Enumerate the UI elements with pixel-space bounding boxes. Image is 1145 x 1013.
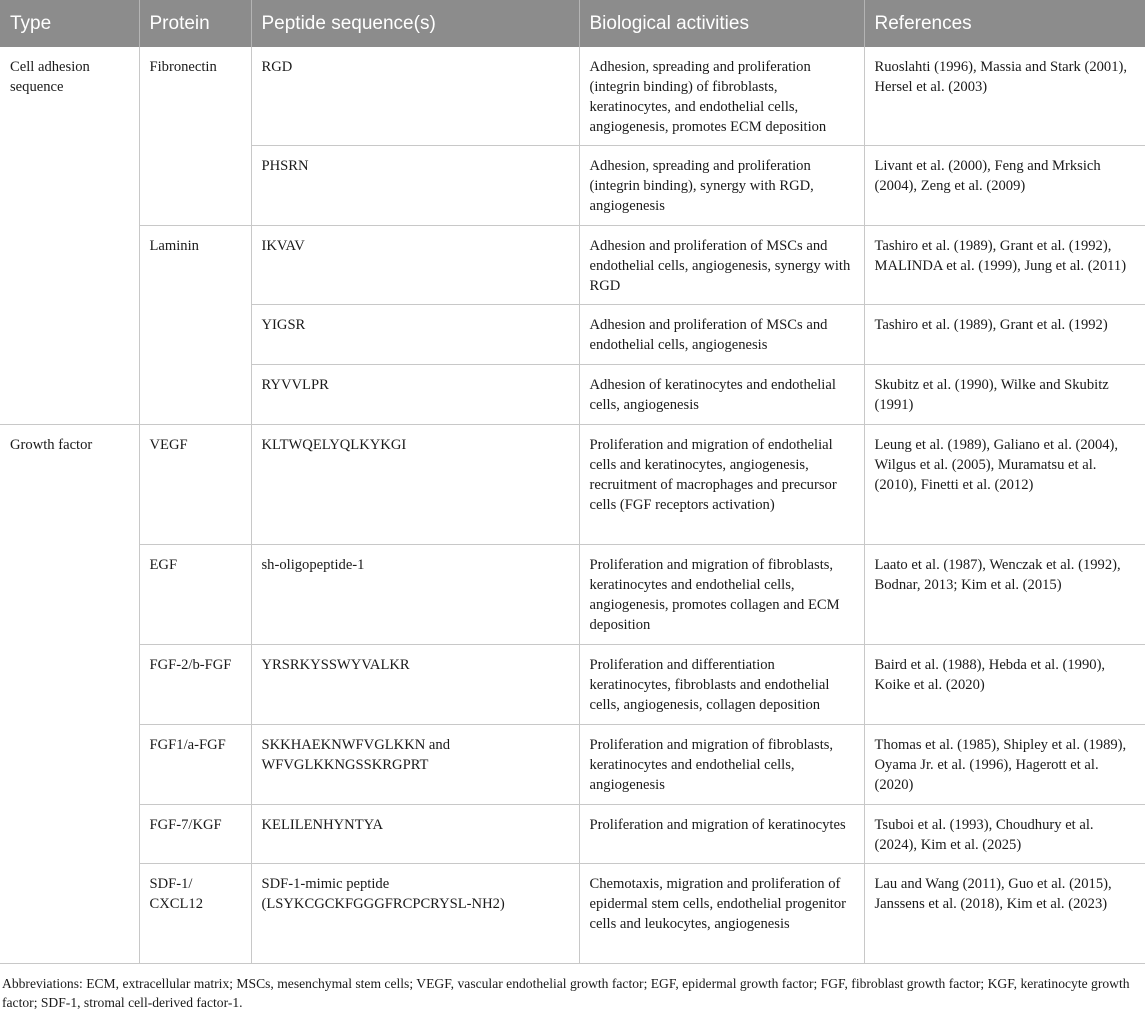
- protein-cell: Laminin: [139, 226, 251, 425]
- table-row: [0, 805, 1145, 864]
- references-cell: Thomas et al. (1985), Shipley et al. (1989), Oyama Jr. et al. (1996), Hagerott et al. (2020): [864, 725, 1145, 805]
- table-row: [0, 864, 1145, 964]
- references-cell: Livant et al. (2000), Feng and Mrksich (2004), Zeng et al. (2009): [864, 146, 1145, 226]
- peptide-cell: sh-oligopeptide-1: [251, 545, 579, 645]
- references-cell: Tsuboi et al. (1993), Choudhury et al. (2024), Kim et al. (2025): [864, 805, 1145, 864]
- header-type: Type: [0, 0, 139, 47]
- references-cell: Skubitz et al. (1990), Wilke and Skubitz (1991): [864, 365, 1145, 425]
- references-cell: Baird et al. (1988), Hebda et al. (1990), Koike et al. (2020): [864, 645, 1145, 725]
- header-peptide: Peptide sequence(s): [251, 0, 579, 47]
- protein-cell: SDF-1/ CXCL12: [139, 864, 251, 964]
- activities-cell: Proliferation and migration of keratinocytes: [579, 805, 864, 864]
- peptide-cell: PHSRN: [251, 146, 579, 226]
- protein-cell: FGF-7/KGF: [139, 805, 251, 864]
- table-row: [0, 645, 1145, 725]
- protein-cell: FGF-2/b-FGF: [139, 645, 251, 725]
- header-protein: Protein: [139, 0, 251, 47]
- peptide-cell: YRSRKYSSWYVALKR: [251, 645, 579, 725]
- header-row: [0, 0, 1145, 47]
- abbreviations-footnote: Abbreviations: ECM, extracellular matrix; MSCs, mesenchymal stem cells; VEGF, vascular endothelial growth factor; EGF, epidermal growth factor; FGF, fibroblast growth factor; KGF, keratinocyte growth factor; SDF-1, stromal cell-derived factor-1.: [2, 976, 1130, 1010]
- references-cell: Laato et al. (1987), Wenczak et al. (1992), Bodnar, 2013; Kim et al. (2015): [864, 545, 1145, 645]
- peptide-cell: KLTWQELYQLKYKGI: [251, 425, 579, 545]
- table-row: [0, 425, 1145, 545]
- table-row: [0, 725, 1145, 805]
- activities-cell: Adhesion of keratinocytes and endothelial cells, angiogenesis: [579, 365, 864, 425]
- references-cell: Tashiro et al. (1989), Grant et al. (1992): [864, 305, 1145, 365]
- peptide-cell: KELILENHYNTYA: [251, 805, 579, 864]
- references-cell: Tashiro et al. (1989), Grant et al. (1992), MALINDA et al. (1999), Jung et al. (2011): [864, 226, 1145, 305]
- references-cell: Lau and Wang (2011), Guo et al. (2015), Janssens et al. (2018), Kim et al. (2023): [864, 864, 1145, 964]
- protein-cell: Fibronectin: [139, 47, 251, 226]
- activities-cell: Adhesion and proliferation of MSCs and endothelial cells, angiogenesis: [579, 305, 864, 365]
- table-row: [0, 545, 1145, 645]
- type-cell: Growth factor: [0, 425, 139, 964]
- activities-cell: Adhesion and proliferation of MSCs and endothelial cells, angiogenesis, synergy with RGD: [579, 226, 864, 305]
- activities-cell: Chemotaxis, migration and proliferation of epidermal stem cells, endothelial progenitor cells and leukocytes, angiogenesis: [579, 864, 864, 964]
- peptide-cell: YIGSR: [251, 305, 579, 365]
- references-cell: Leung et al. (1989), Galiano et al. (2004), Wilgus et al. (2005), Muramatsu et al. (2010), Finetti et al. (2012): [864, 425, 1145, 545]
- activities-cell: Proliferation and migration of endothelial cells and keratinocytes, angiogenesis, recruitment of macrophages and precursor cells (FGF receptors activation): [579, 425, 864, 545]
- activities-cell: Proliferation and differentiation keratinocytes, fibroblasts and endothelial cells, angiogenesis, collagen deposition: [579, 645, 864, 725]
- peptide-cell: SDF-1-mimic peptide (LSYKCGCKFGGGFRCPCRYSL-NH2): [251, 864, 579, 964]
- table-row: [0, 226, 1145, 305]
- table-row: [0, 47, 1145, 146]
- type-cell: Cell adhesion sequence: [0, 47, 139, 425]
- activities-cell: Proliferation and migration of fibroblasts, keratinocytes and endothelial cells, angiogenesis, promotes collagen and ECM deposition: [579, 545, 864, 645]
- activities-cell: Adhesion, spreading and proliferation (integrin binding), synergy with RGD, angiogenesis: [579, 146, 864, 226]
- protein-cell: EGF: [139, 545, 251, 645]
- peptide-cell: RYVVLPR: [251, 365, 579, 425]
- peptide-cell: SKKHAEKNWFVGLKKN and WFVGLKKNGSSKRGPRT: [251, 725, 579, 805]
- activities-cell: Adhesion, spreading and proliferation (integrin binding) of fibroblasts, keratinocytes, and endothelial cells, angiogenesis, promotes ECM deposition: [579, 47, 864, 146]
- protein-cell: FGF1/a-FGF: [139, 725, 251, 805]
- protein-cell: VEGF: [139, 425, 251, 545]
- peptide-cell: IKVAV: [251, 226, 579, 305]
- activities-cell: Proliferation and migration of fibroblasts, keratinocytes and endothelial cells, angiogenesis: [579, 725, 864, 805]
- references-cell: Ruoslahti (1996), Massia and Stark (2001), Hersel et al. (2003): [864, 47, 1145, 146]
- peptide-cell: RGD: [251, 47, 579, 146]
- header-references: References: [864, 0, 1145, 47]
- header-activities: Biological activities: [579, 0, 864, 47]
